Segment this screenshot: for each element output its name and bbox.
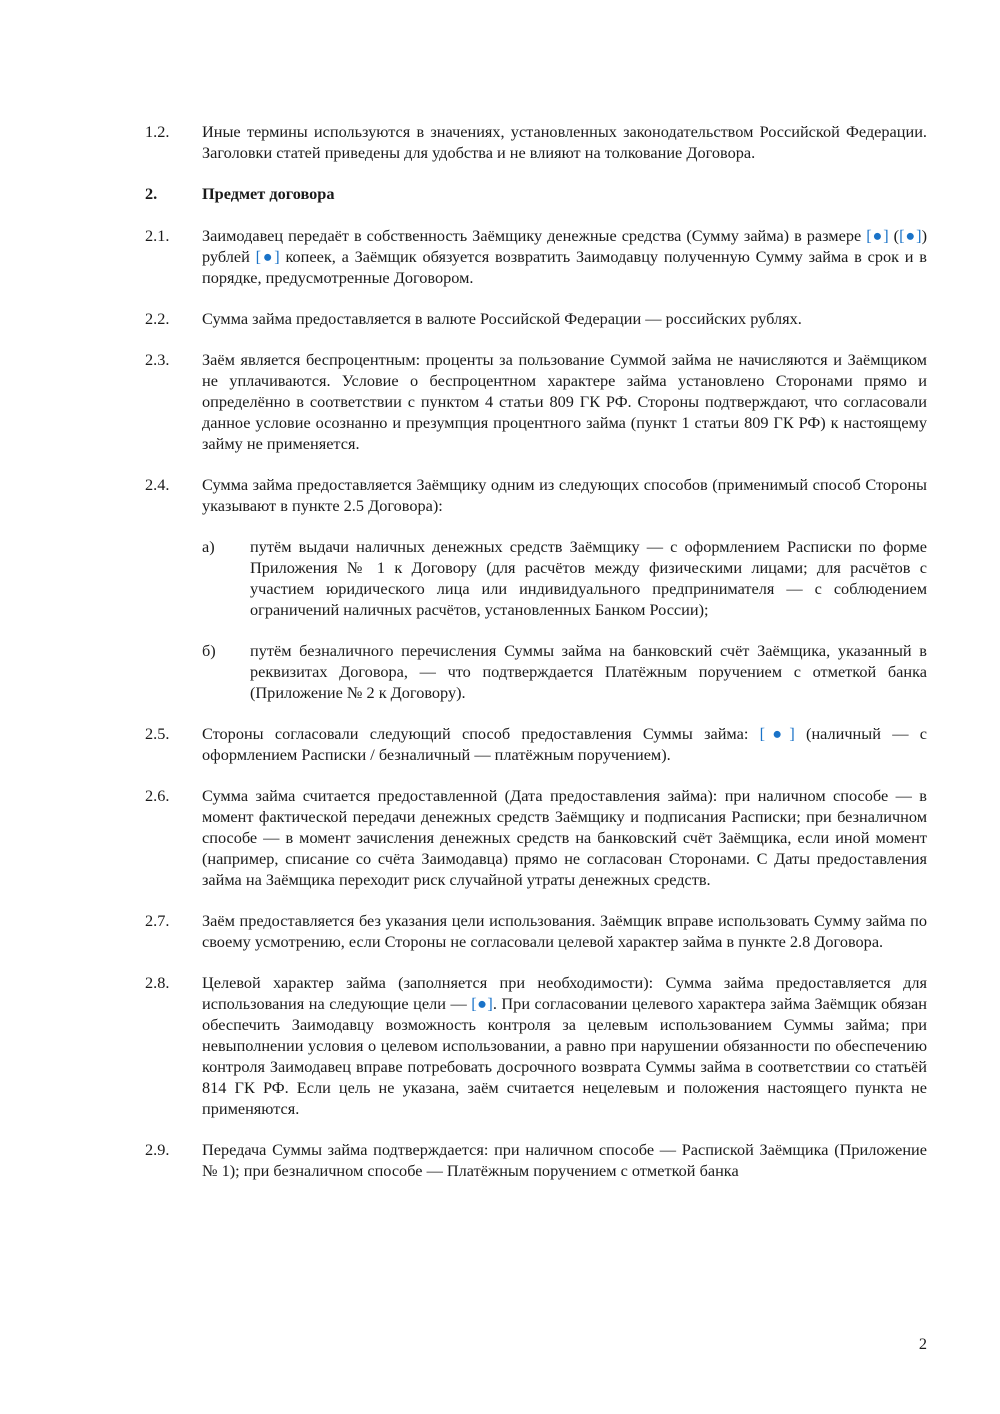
clause-2-6 [145, 785, 927, 890]
section-title-wrap [202, 183, 927, 204]
clause-number: 2.9. [145, 1140, 170, 1159]
clause-text-run: ) рублей [202, 226, 927, 266]
clause-text-run: путём выдачи наличных денежных средств Заёмщику — с оформлением Расписки по форме Приложения № 1 к Договору (для расчётов между физическими лицами; для расчётов с участием юридического лица или индивидуального предпринимателя — с соблюдением ограничений наличных расчётов, установленных Банком России); [250, 537, 927, 619]
section-2-heading [145, 183, 927, 204]
clause-text-run: . При согласовании целевого характера займа Заёмщик обязан обеспечить Заимодавцу возможность контроля за целевым использованием Суммы займа; при невыполнении условия о целевом использовании, а равно при нарушении обязанности по обеспечению контроля Заимодавец вправе потребовать досрочного возврата Суммы займа в соответствии со статьёй 814 ГК РФ. Если цель не указана, заём считается нецелевым и положения настоящего пункта не применяются. [202, 994, 927, 1118]
fill-in-placeholder: [●] [866, 226, 889, 245]
clause-number: 2.6. [145, 786, 170, 805]
clause-text [202, 308, 927, 329]
clause-text-run: путём безналичного перечисления Суммы займа на банковский счёт Заёмщика, указанный в реквизитах Договора, — что подтверждается Платёжным поручением с отметкой банка (Приложение № 2 к Договору). [250, 641, 927, 702]
clause-number: 2.4. [145, 475, 170, 494]
clause-2-4-a [202, 536, 927, 620]
clause-2-8 [145, 972, 927, 1119]
clause-text-run: Заём предоставляется без указания цели использования. Заёмщик вправе использовать Сумму займа по своему усмотрению, если Стороны не согласовали целевой характер займа в пункте 2.8 Договора. [202, 911, 927, 951]
clause-text [202, 474, 927, 516]
clause-body [202, 723, 927, 765]
clause-text-run: Сумма займа предоставляется в валюте Российской Федерации — российских рублях. [202, 309, 802, 328]
clause-body [202, 474, 927, 703]
page-number: 2 [918, 1334, 927, 1353]
fill-in-placeholder: [●] [759, 724, 795, 743]
subitem-text [250, 640, 927, 703]
fill-in-placeholder: [●] [899, 226, 922, 245]
section-title: Предмет договора [202, 184, 335, 203]
clause-body [202, 910, 927, 952]
clause-text-run: копеек, а Заёмщик обязуется возвратить Заимодавцу полученную Сумму займа в срок и в порядке, предусмотренные Договором. [202, 247, 927, 287]
clause-text [202, 723, 927, 765]
clause-text-run: Сумма займа считается предоставленной (Дата предоставления займа): при наличном способе — в момент фактической передачи денежных средств Заёмщику и подписания Расписки; при безналичном способе — в момент зачисления денежных средств на банковский счёт Заёмщика, если иной момент (например, списание со счёта Заимодавца) прямо не согласован Сторонами. С Даты предоставления займа на Заёмщика переходит риск случайной утраты денежных средств. [202, 786, 927, 889]
clause-2-3 [145, 349, 927, 454]
clause-body [202, 308, 927, 329]
clause-number: 2.5. [145, 724, 170, 743]
clause-number: 2.3. [145, 350, 170, 369]
clause-text [202, 225, 927, 288]
clause-text [202, 785, 927, 890]
clause-text-run: ( [888, 226, 900, 245]
clause-body [202, 785, 927, 890]
subitem-list [202, 536, 927, 703]
clause-text [202, 121, 927, 163]
document-body [145, 121, 927, 1201]
clause-text [202, 1139, 927, 1181]
clause-text [202, 349, 927, 454]
clause-number: 2.7. [145, 911, 170, 930]
clause-number: 1.2. [145, 122, 170, 141]
clause-2-9 [145, 1139, 927, 1181]
clause-body [202, 349, 927, 454]
clause-number: 2.8. [145, 973, 170, 992]
subitem-letter: а) [202, 537, 215, 556]
clause-body [202, 121, 927, 163]
clause-text [202, 972, 927, 1119]
clause-text-run: Заимодавец передаёт в собственность Заёмщику денежные средства (Сумму займа) в размере [202, 226, 867, 245]
clause-number: 2.2. [145, 309, 170, 328]
subitem-text [250, 536, 927, 620]
clause-text-run: (наличный — с оформлением Расписки / безналичный — платёжным поручением). [202, 724, 927, 764]
fill-in-placeholder: [●] [471, 994, 493, 1013]
clause-2-5 [145, 723, 927, 765]
clause-number: 2.1. [145, 226, 170, 245]
clause-text-run: Иные термины используются в значениях, установленных законодательством Российской Федерации. Заголовки статей приведены для удобства и не влияют на толкование Договора. [202, 122, 927, 162]
clause-body [202, 972, 927, 1119]
clause-text-run: Заём является беспроцентным: проценты за пользование Суммой займа не начисляются и Заёмщиком не уплачиваются. Условие о беспроцентном характере займа установлено Сторонами прямо и определённо в соответствии с пунктом 4 статьи 809 ГК РФ. Стороны подтверждают, что согласовали данное условие осознанно и презумпция процентного займа (пункт 1 статьи 809 ГК РФ) к настоящему займу не применяется. [202, 350, 927, 453]
clause-2-7 [145, 910, 927, 952]
clause-text-run: Стороны согласовали следующий способ предоставления Суммы займа: [202, 724, 760, 743]
fill-in-placeholder: [●] [255, 247, 280, 266]
clause-body [202, 225, 927, 288]
clause-text-run: Сумма займа предоставляется Заёмщику одним из следующих способов (применимый способ Стороны указывают в пункте 2.5 Договора): [202, 475, 927, 515]
clause-text-run: Целевой характер займа (заполняется при необходимости): Сумма займа предоставляется для использования на следующие цели — [202, 973, 927, 1013]
section-number: 2. [145, 184, 158, 203]
subitem-letter: б) [202, 641, 216, 660]
clause-2-2 [145, 308, 927, 329]
clause-body [202, 1139, 927, 1181]
clause-text [202, 910, 927, 952]
clause-2-4-b [202, 640, 927, 703]
clause-text-run: Передача Суммы займа подтверждается: при наличном способе — Распиской Заёмщика (Приложение № 1); при безналичном способе — Платёжным поручением с отметкой банка [202, 1140, 927, 1180]
clause-1-2 [145, 121, 927, 163]
clause-2-4 [145, 474, 927, 703]
clause-2-1 [145, 225, 927, 288]
